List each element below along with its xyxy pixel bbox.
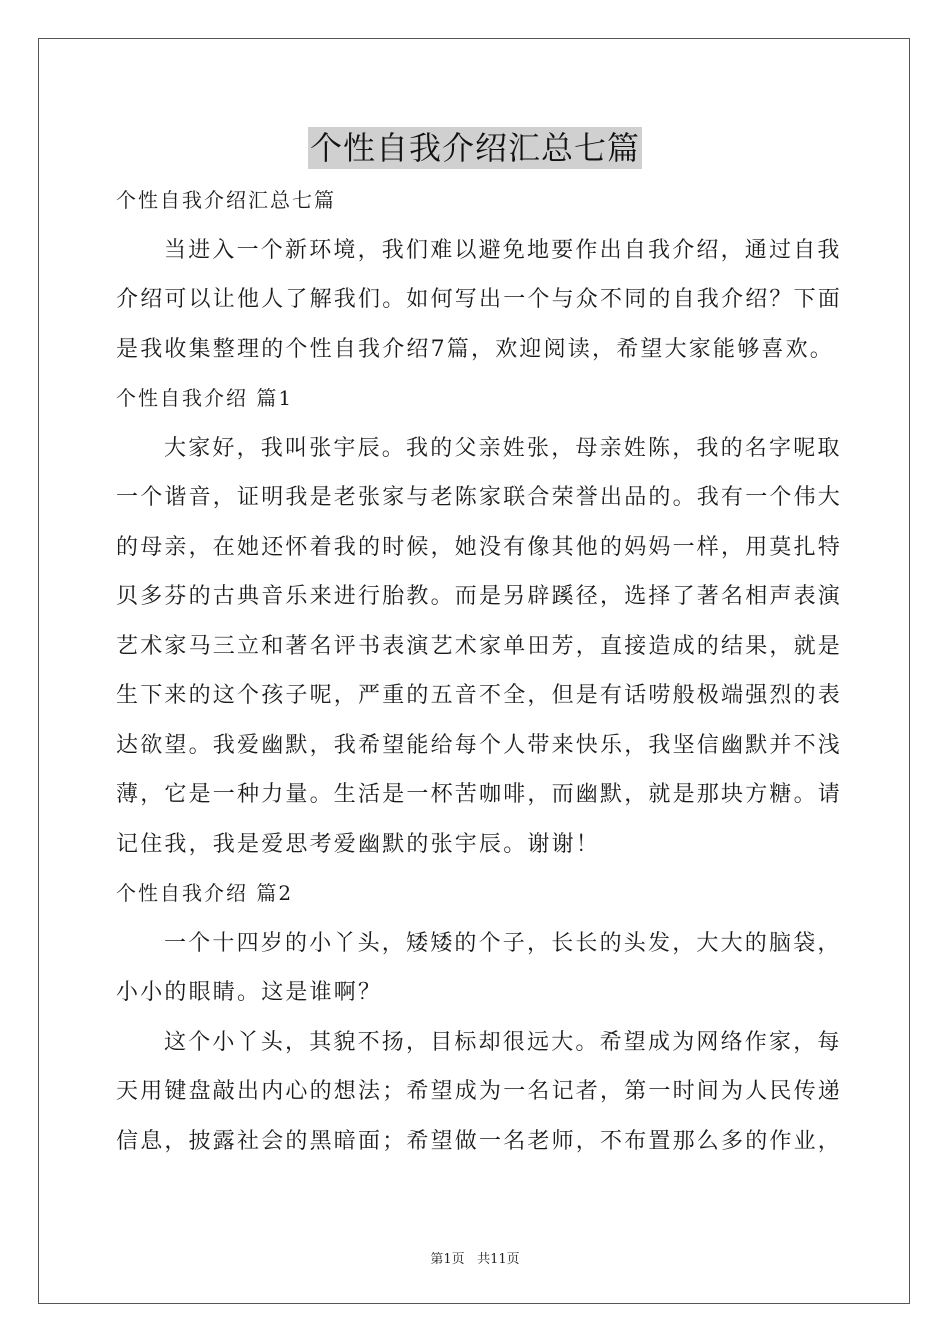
paragraph-line: 艺术家马三立和著名评书表演艺术家单田芳，直接造成的结果，就是	[116, 633, 843, 659]
subtitle-line: 个性自我介绍汇总七篇	[116, 188, 336, 212]
paragraph-line: 是我收集整理的个性自我介绍7篇，欢迎阅读，希望大家能够喜欢。	[116, 336, 834, 362]
paragraph-line: 的母亲，在她还怀着我的时候，她没有像其他的妈妈一样，用莫扎特	[116, 534, 843, 560]
paragraph-line: 生下来的这个孩子呢，严重的五音不全，但是有话唠般极端强烈的表	[116, 683, 843, 708]
title-container	[0, 127, 950, 169]
document-body	[116, 176, 843, 1166]
paragraph-line: 介绍可以让他人了解我们。如何写出一个与众不同的自我介绍？下面	[116, 287, 843, 312]
page-footer	[0, 1248, 950, 1267]
paragraph-line: 贝多芬的古典音乐来进行胎教。而是另辟蹊径，选择了著名相声表演	[116, 584, 843, 609]
paragraph-line: 小小的眼睛。这是谁啊？	[116, 980, 383, 1005]
document-title: 个性自我介绍汇总七篇	[309, 129, 640, 167]
paragraph-line: 薄，它是一种力量。生活是一杯苦咖啡，而幽默，就是那块方糖。请	[116, 782, 843, 807]
paragraph-line: 一个谐音，证明我是老张家与老陈家联合荣誉出品的。我有一个伟大	[116, 485, 843, 510]
section-heading-2: 个性自我介绍 篇2	[116, 881, 294, 905]
paragraph-line: 大家好，我叫张宇辰。我的父亲姓张，母亲姓陈，我的名字呢取	[164, 435, 842, 461]
page-total: 共11页	[477, 1252, 520, 1267]
section-heading-1: 个性自我介绍 篇1	[116, 386, 294, 410]
paragraph-line: 一个十四岁的小丫头，矮矮的个子，长长的头发，大大的脑袋，	[164, 930, 842, 956]
paragraph-line: 信息，披露社会的黑暗面；希望做一名老师，不布置那么多的作业，	[116, 1128, 843, 1154]
page-number: 第1页	[430, 1252, 465, 1267]
paragraph-line: 达欲望。我爱幽默，我希望能给每个人带来快乐，我坚信幽默并不浅	[116, 732, 843, 758]
paragraph-line: 当进入一个新环境，我们难以避免地要作出自我介绍，通过自我	[164, 237, 842, 263]
paragraph-line: 天用键盘敲出内心的想法；希望成为一名记者，第一时间为人民传递	[116, 1079, 843, 1104]
paragraph-line: 这个小丫头，其貌不扬，目标却很远大。希望成为网络作家，每	[164, 1029, 842, 1055]
paragraph-line: 记住我，我是爱思考爱幽默的张宇辰。谢谢！	[116, 831, 601, 857]
